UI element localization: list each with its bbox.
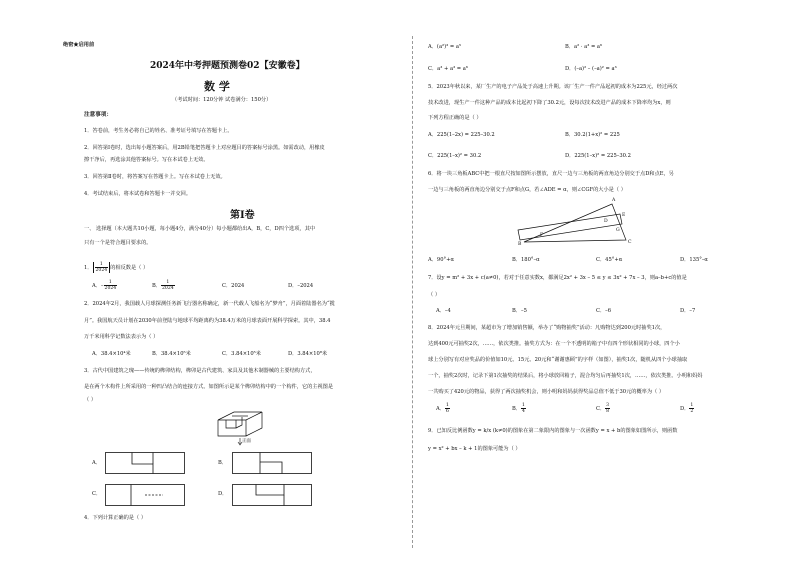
q3-option-a-label[interactable]: A． bbox=[92, 460, 101, 466]
exam-title: 2024年中考押题预测卷02【安徽卷】 bbox=[150, 61, 305, 71]
question-9-line: 9．已知反比例函数y = k/x (k≠0)的图象在第二象限内的图象与一次函数y = x + b的图象如图所示，则函数 bbox=[428, 428, 678, 434]
q1-abs-value: $\frac{1}{2024}$ bbox=[93, 262, 111, 273]
question-3-line: 是在两个木构件上所采用的一种凹凸结合的连接方式。如图所示是某个榫卯结构中的一个构件，它的主视图是 bbox=[84, 384, 334, 390]
q6-triangle-ruler-figure bbox=[516, 200, 636, 250]
question-1 bbox=[84, 262, 148, 273]
question-8-line: 球上分别写有对应奖品的价值如10元、15元、20元和“谢谢惠顾”的字样（如图），抽奖1次，随机从四个小球抽取 bbox=[428, 357, 688, 363]
question-3-line: 3．古代中国建筑之瑰——传统的榫卯结构，榫卯是古代建筑、家具及其他木制器械的主要结构方式， bbox=[84, 368, 316, 374]
note-item: 擦干净后，再选涂其他答案标号。写在本试卷上无效。 bbox=[84, 157, 209, 163]
q2-option-b[interactable]: B．38.4×10⁵米 bbox=[152, 351, 191, 357]
q4-option-a[interactable]: A．(a²)³ = a⁵ bbox=[428, 44, 462, 50]
q6-label-a: A bbox=[612, 198, 616, 203]
q6-label-b: B bbox=[518, 242, 522, 247]
question-6-line: 6．将一块三角板ABC中把一根直尺按如图所示摆放，直尺一边与三角板的两直角边分别交于点D和点E，另 bbox=[428, 171, 674, 177]
question-8-line: 一共购买了420元的物品，获得了两次抽奖机会，则小明和妈妈获得奖品总值不低于30元的概率为（ ） bbox=[428, 389, 665, 395]
q7-option-d[interactable]: D．–7 bbox=[680, 308, 696, 314]
q3-option-b-shape[interactable] bbox=[232, 452, 312, 474]
question-8-line: 达到400元可抽奖2次，……，依次类推。抽奖方式为：在一个不透明的箱子中有四个形状相同的小球，四个小 bbox=[428, 341, 680, 347]
exam-meta: （考试时间：120分钟 试卷满分：150分） bbox=[172, 97, 272, 103]
q4-option-d[interactable]: D．(–a)² – (–a)² = a³ bbox=[565, 66, 617, 72]
q6-option-c[interactable]: C．45°+α bbox=[596, 257, 623, 263]
q4-option-b[interactable]: B．a² · a³ = a⁶ bbox=[565, 44, 603, 50]
q1-option-d[interactable]: D．–2024 bbox=[288, 283, 314, 289]
q3-option-a-shape[interactable] bbox=[105, 452, 185, 474]
q7-option-a[interactable]: A．–4 bbox=[436, 308, 451, 314]
q3-option-d-label[interactable]: D． bbox=[218, 491, 228, 497]
q3-option-c-label[interactable]: C． bbox=[92, 491, 102, 497]
subject-title: 数 学 bbox=[204, 80, 230, 93]
note-item: 1．答卷前，考生务必将自己的姓名、准考证号填写在答题卡上。 bbox=[84, 128, 233, 134]
q2-option-a[interactable]: A．38.4×10⁴米 bbox=[92, 351, 131, 357]
q8-option-a[interactable]: A． $\frac{1}{6}$ bbox=[436, 403, 449, 414]
q8-option-d[interactable]: D． $\frac{1}{2}$ bbox=[680, 403, 694, 414]
notes-heading: 注意事项： bbox=[84, 112, 112, 118]
question-2-line: 月”。我国航天员计划在2030年前登陆与地球平均距离约为38.4万米的月球表面开展科学探索。其中，38.4 bbox=[84, 318, 331, 324]
q6-option-b[interactable]: B．180°–α bbox=[512, 257, 540, 263]
q6-label-f: F bbox=[540, 233, 544, 238]
q1-option-a[interactable]: A．– $\frac{1}{2024}$ bbox=[92, 280, 117, 291]
question-4-stem: 4．下列计算正确的是（ ） bbox=[84, 515, 147, 521]
question-3-line: （ ） bbox=[84, 397, 97, 403]
q7-option-b[interactable]: B．–5 bbox=[512, 308, 527, 314]
secret-label: 绝密★启用前 bbox=[63, 42, 95, 48]
q8-option-b[interactable]: B． $\frac{1}{4}$ bbox=[512, 403, 525, 414]
question-2-line: 万千米用科学记数法表示为（ ） bbox=[84, 334, 159, 340]
q1-number: 1． bbox=[84, 265, 93, 271]
note-item: 3．回答第Ⅱ卷时，将答案写在答题卡上。写在本试卷上无效。 bbox=[84, 174, 226, 180]
question-5-line: 技术改进，现生产一件这种产品的成本比起初下降了30.2元，设每次技术改进产品的成本下降率均为x，则 bbox=[428, 100, 671, 106]
q6-label-d: D bbox=[604, 219, 608, 224]
question-7-paren: （ ） bbox=[428, 292, 441, 298]
section-title: 第Ⅰ卷 bbox=[230, 210, 255, 221]
q8-option-c[interactable]: C． $\frac{3}{8}$ bbox=[596, 403, 610, 414]
question-8-line: 8．2024年元旦期间，某超市为了增加销售额，举办了“购物抽奖”活动：凡购物达到200元时抽奖1次， bbox=[428, 325, 666, 331]
q5-option-a[interactable]: A．225(1–2x) = 225–30.2 bbox=[428, 132, 495, 138]
q1-option-b[interactable]: B． $\frac{1}{2024}$ bbox=[152, 280, 174, 291]
q4-option-c[interactable]: C．a³ + a³ = a⁶ bbox=[428, 66, 468, 72]
note-item: 4．考试结束后，将本试卷和答题卡一并交回。 bbox=[84, 191, 192, 197]
q5-option-d[interactable]: D．225(1–x)² = 225–30.2 bbox=[565, 153, 631, 159]
note-item: 2．回答第Ⅰ卷时，选出每小题答案后，用2B铅笔把答题卡上对应题目的答案标号涂黑。如需改动，用橡皮 bbox=[84, 145, 325, 151]
q3-option-b-label[interactable]: B． bbox=[218, 460, 227, 466]
q6-option-d[interactable]: D．135°–α bbox=[680, 257, 708, 263]
q6-label-e: E bbox=[622, 213, 626, 218]
q1-option-c[interactable]: C．2024 bbox=[222, 283, 245, 289]
q3-option-d-shape[interactable] bbox=[232, 484, 312, 506]
q3-option-c-shape[interactable] bbox=[105, 484, 185, 506]
q5-option-b[interactable]: B．30.2(1+x)² = 225 bbox=[565, 132, 620, 138]
question-8-line: 一个，抽奖2次时，记录下第1次抽奖的结果后，将小球放回箱子，混合均匀后再抽奖1次，……，依次类推。小明和妈妈 bbox=[428, 373, 703, 379]
q6-label-c: C bbox=[628, 240, 632, 245]
section-intro: 只有一个是符合题目要求的。 bbox=[84, 240, 152, 246]
q1-stem: 的相反数是（ ） bbox=[110, 265, 149, 271]
question-6-line: 一边与三角板的两直角边分别交于点F和点G，若∠ADE = α，则∠CGF的大小是（ ） bbox=[428, 187, 626, 193]
q6-label-g: G bbox=[616, 228, 620, 233]
section-intro: 一、 选择题（本大题共10小题，每小题4分，满分40分）每小题都给出A，B，C，D四个选项，其中 bbox=[84, 226, 315, 232]
front-view-label: 正面 bbox=[242, 439, 251, 444]
question-9-line: y = x² + bx – k + 1的图象可能为（ ） bbox=[428, 446, 521, 452]
q6-option-a[interactable]: A．90°+α bbox=[428, 257, 454, 263]
question-5-line: 下列方程正确的是（ ） bbox=[428, 115, 482, 121]
q7-option-c[interactable]: C．–6 bbox=[596, 308, 612, 314]
question-2-line: 2．2024年2月，我国载人月球探测任务新飞行器名称确定，新一代载人飞船名为“梦舟”，月面着陆器名为“揽 bbox=[84, 301, 335, 307]
q2-option-d[interactable]: D．3.84×10⁸米 bbox=[288, 351, 328, 357]
q5-option-c[interactable]: C．225(1–x)² = 30.2 bbox=[428, 153, 482, 159]
q2-option-c[interactable]: C．3.84×10⁵米 bbox=[222, 351, 261, 357]
column-divider bbox=[412, 36, 413, 548]
question-7-stem: 7．设y = m² + 3x + c(a≠0)，若对于任意实数x，都满足2x² + 3x – 5 ≤ y ≤ 3x² + 7x – 3，则a–b+c的值是 bbox=[428, 275, 687, 281]
question-5-line: 5．2023年秋以来，某厂生产的电子产品处于高速上升期。该厂生产一件产品起初的成本为225元，经过两次 bbox=[428, 84, 678, 90]
